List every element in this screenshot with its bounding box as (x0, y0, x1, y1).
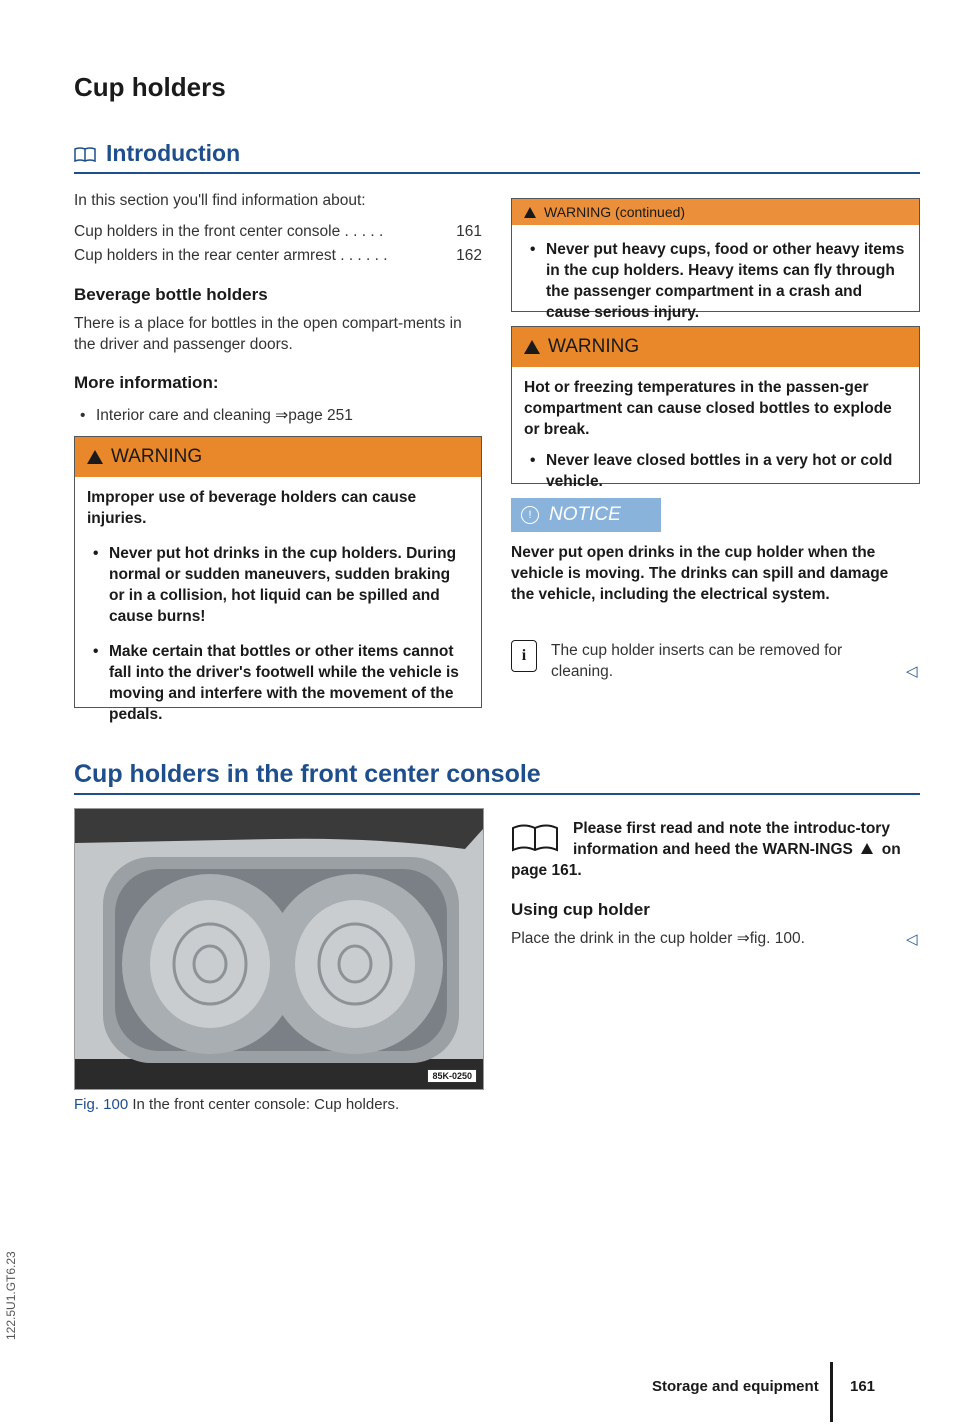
figure-code: 85K-0250 (427, 1069, 477, 1083)
bev-text: There is a place for bottles in the open compart-ments in the driver and passenger doors. (74, 315, 462, 353)
using-heading: Using cup holder (511, 900, 650, 919)
warning-body (75, 477, 481, 735)
notice-block (511, 498, 911, 605)
toc-page[interactable]: 161 (456, 223, 482, 240)
figure-caption-text: In the front center console: Cup holders. (132, 1096, 400, 1113)
section-title: Cup holders in the front center console (74, 760, 541, 788)
notice-icon: ! (521, 506, 539, 524)
warning-header (512, 327, 919, 367)
warning-label: WARNING (111, 446, 203, 467)
warning-bullet: • Never put heavy cups, food or other heavy items in the cup holders. Heavy items can fly through the passenger compartment in a crash and cause serious injury. (524, 239, 907, 323)
read-note-page[interactable]: on page 161. (511, 841, 901, 879)
warning-box (74, 436, 482, 723)
warning-label: WARNING (548, 336, 640, 357)
toc-label: Cup holders in the rear center armrest . . . . . . (74, 247, 388, 264)
figure-caption (74, 1096, 399, 1113)
warning-box-2 (511, 326, 920, 490)
warning-bullet: • Never put hot drinks in the cup holders. During normal or sudden maneuvers, sudden braking or in a collision, hot liquid can be spilled and cause burns! (87, 543, 469, 627)
figure-label: Fig. 100 (74, 1096, 129, 1113)
left-column (74, 190, 482, 426)
warning-icon (861, 843, 873, 854)
footer-divider (830, 1362, 833, 1422)
warning-lead: Improper use of beverage holders can cause injuries. (87, 489, 417, 527)
info-icon: i (511, 640, 537, 672)
figure-image (74, 808, 484, 1090)
warning-icon (524, 207, 536, 218)
footer-section: Storage and equipment (652, 1378, 819, 1395)
toc-row (74, 223, 482, 241)
end-marker-icon: ◁ (906, 931, 918, 948)
warning-continued-body (512, 225, 919, 333)
warning-header (75, 437, 481, 477)
toc-list (74, 223, 482, 265)
book-icon (511, 822, 559, 852)
read-note-text: Please first read and note the introduc-tory information and heed the WARN-INGS (573, 820, 890, 858)
intro-lead: In this section you'll find information about: (74, 192, 366, 209)
notice-text: Never put open drinks in the cup holder when the vehicle is moving. The drinks can spill and damage the vehicle, including the electrical system. (511, 544, 889, 603)
book-icon (74, 146, 96, 162)
toc-label: Cup holders in the front center console . . . . . (74, 223, 384, 240)
using-text[interactable]: Place the drink in the cup holder ⇒fig. 100. (511, 930, 805, 947)
notice-label: NOTICE (549, 504, 621, 525)
more-item[interactable]: • Interior care and cleaning ⇒page 251 (74, 405, 482, 426)
warning-continued-header (512, 199, 919, 225)
intro-rule (74, 172, 920, 174)
notice-header (511, 498, 661, 532)
more-heading: More information: (74, 373, 219, 392)
warning-bullet: • Make certain that bottles or other items cannot fall into the driver's footwell while the vehicle is moving and interfere with the movement of the pedals. (87, 641, 469, 725)
side-code-text: 122.5U1.GT6.23 (4, 1251, 18, 1340)
warning-continued-label: WARNING (continued) (544, 204, 686, 220)
end-marker-icon: ◁ (906, 663, 918, 680)
warning-icon (524, 340, 540, 354)
page-number: 161 (850, 1378, 876, 1395)
section-rule (74, 793, 920, 795)
info-note (511, 640, 891, 682)
toc-row (74, 247, 482, 265)
bev-heading: Beverage bottle holders (74, 285, 268, 304)
read-note (511, 818, 911, 881)
warning-lead: Hot or freezing temperatures in the passen-ger compartment can cause closed bottles to explode or break. (524, 379, 892, 438)
warning-continued-box (511, 198, 920, 321)
page-title: Cup holders (74, 72, 226, 102)
warning-bullet: • Never leave closed bottles in a very hot or cold vehicle. (524, 450, 907, 492)
intro-heading (74, 140, 240, 167)
warning-icon (87, 450, 103, 464)
warning-body (512, 367, 919, 502)
info-note-text: The cup holder inserts can be removed for cleaning. (551, 642, 843, 680)
intro-title: Introduction (106, 140, 241, 166)
toc-page[interactable]: 162 (456, 247, 482, 264)
